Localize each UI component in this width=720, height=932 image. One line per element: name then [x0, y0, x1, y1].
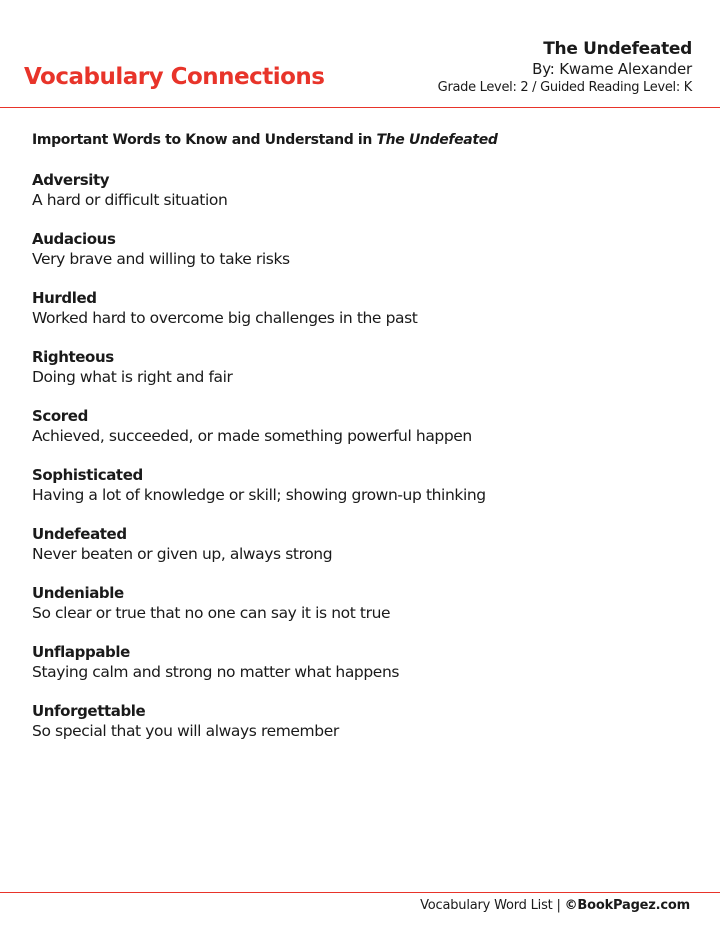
vocabulary-content	[32, 130, 692, 760]
vocab-definition: A hard or difficult situation	[32, 191, 228, 209]
vocab-item	[32, 701, 692, 741]
vocab-word: Hurdled	[32, 289, 97, 307]
vocab-definition: Achieved, succeeded, or made something powerful happen	[32, 427, 472, 445]
footer-divider	[0, 892, 720, 893]
vocab-definition: Staying calm and strong no matter what happens	[32, 663, 400, 681]
page-title: Vocabulary Connections	[24, 64, 325, 90]
vocab-definition: So special that you will always remember	[32, 722, 339, 740]
vocab-word: Unforgettable	[32, 702, 146, 720]
book-author: By: Kwame Alexander	[532, 60, 692, 78]
vocab-item	[32, 170, 692, 210]
footer-label: Vocabulary Word List |	[420, 898, 565, 913]
vocab-word: Righteous	[32, 348, 114, 366]
vocab-item	[32, 288, 692, 328]
book-info	[438, 38, 692, 96]
vocab-item	[32, 465, 692, 505]
intro-prefix: Important Words to Know and Understand in	[32, 132, 377, 148]
footer-brand: ©BookPagez.com	[564, 898, 690, 913]
vocab-item	[32, 642, 692, 682]
vocab-definition: Having a lot of knowledge or skill; showing grown-up thinking	[32, 486, 486, 504]
vocab-item	[32, 524, 692, 564]
vocab-word: Scored	[32, 407, 88, 425]
vocab-word: Undefeated	[32, 525, 127, 543]
footer	[420, 898, 690, 913]
intro-book-title: The Undefeated	[376, 132, 498, 148]
header-divider	[0, 107, 720, 108]
vocab-word: Audacious	[32, 230, 116, 248]
vocab-word: Unflappable	[32, 643, 130, 661]
book-title: The Undefeated	[543, 39, 692, 59]
vocab-definition: Doing what is right and fair	[32, 368, 233, 386]
vocab-definition: Worked hard to overcome big challenges in the past	[32, 309, 418, 327]
vocab-definition: So clear or true that no one can say it is not true	[32, 604, 391, 622]
vocab-item	[32, 583, 692, 623]
vocab-word: Undeniable	[32, 584, 124, 602]
vocab-definition: Very brave and willing to take risks	[32, 250, 290, 268]
vocab-item	[32, 229, 692, 269]
intro-heading	[32, 130, 692, 150]
vocab-item	[32, 406, 692, 446]
vocab-word: Adversity	[32, 171, 110, 189]
book-grade-level: Grade Level: 2 / Guided Reading Level: K	[437, 80, 692, 95]
vocab-definition: Never beaten or given up, always strong	[32, 545, 333, 563]
vocab-word: Sophisticated	[32, 466, 143, 484]
vocab-item	[32, 347, 692, 387]
